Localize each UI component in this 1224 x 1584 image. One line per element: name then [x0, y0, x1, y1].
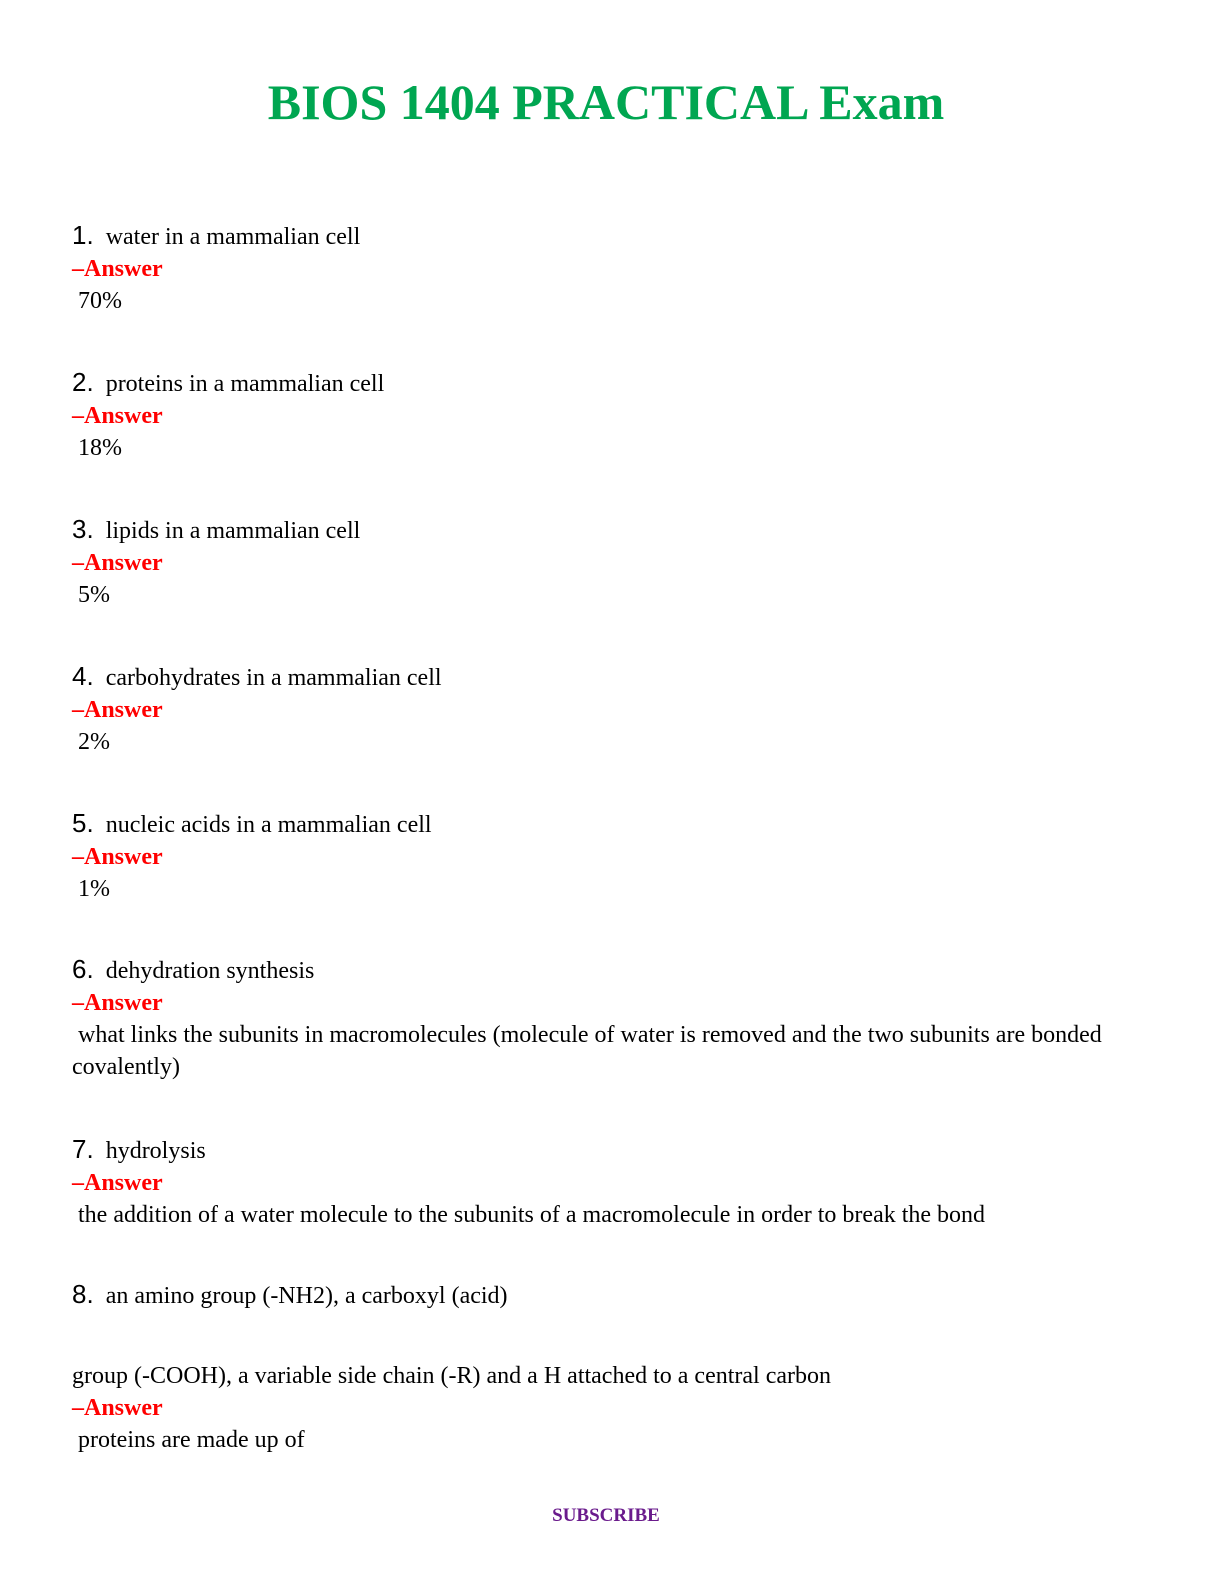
question-item: [72, 1133, 1152, 1231]
answer-label: –Answer: [72, 697, 163, 723]
question-number: 2.: [72, 367, 94, 397]
question-text: lipids in a mammalian cell: [105, 518, 361, 544]
question-line: [72, 953, 1152, 987]
question-text: nucleic acids in a mammalian cell: [105, 812, 432, 838]
question-line: [72, 1133, 1152, 1167]
question-number: 3.: [72, 514, 94, 544]
answer-text: 18%: [78, 435, 122, 461]
question-item: [72, 366, 1152, 464]
question-number: 1.: [72, 220, 94, 250]
question-item: [72, 1278, 1152, 1456]
question-line: [72, 1278, 1152, 1312]
answer-text: 2%: [78, 729, 110, 755]
question-continuation: group (-COOH), a variable side chain (-R) and a H attached to a central carbon: [72, 1363, 832, 1389]
answer-label: –Answer: [72, 844, 163, 870]
question-number: 5.: [72, 808, 94, 838]
answer-text: 5%: [78, 582, 110, 608]
question-item: [72, 953, 1152, 1083]
answer-text: what links the subunits in macromolecules (molecule of water is removed and the two subunits are bonded covalently): [72, 1022, 1102, 1080]
question-text: carbohydrates in a mammalian cell: [105, 665, 442, 691]
subscribe-link[interactable]: SUBSCRIBE: [552, 1505, 660, 1526]
question-number: 8.: [72, 1279, 94, 1309]
question-number: 6.: [72, 954, 94, 984]
question-line: [72, 807, 1152, 841]
answer-label: –Answer: [72, 990, 163, 1016]
question-line: [72, 513, 1152, 547]
question-line: [72, 219, 1152, 253]
question-number: 7.: [72, 1134, 94, 1164]
question-number: 4.: [72, 661, 94, 691]
answer-text: the addition of a water molecule to the subunits of a macromolecule in order to break the bond: [78, 1202, 986, 1228]
question-item: [72, 219, 1152, 317]
question-text: an amino group (-NH2), a carboxyl (acid): [105, 1283, 508, 1309]
answer-text: 1%: [78, 876, 110, 902]
document-title: BIOS 1404 PRACTICAL Exam: [267, 74, 945, 130]
question-text: hydrolysis: [105, 1138, 206, 1164]
question-text: dehydration synthesis: [105, 958, 315, 984]
question-item: [72, 660, 1152, 758]
question-text: water in a mammalian cell: [105, 224, 361, 250]
question-item: [72, 513, 1152, 611]
answer-label: –Answer: [72, 550, 163, 576]
answer-label: –Answer: [72, 403, 163, 429]
answer-label: –Answer: [72, 1170, 163, 1196]
question-line: [72, 660, 1152, 694]
question-item: [72, 807, 1152, 905]
answer-label: –Answer: [72, 1395, 163, 1421]
answer-text: 70%: [78, 288, 122, 314]
answer-text: proteins are made up of: [78, 1427, 305, 1453]
answer-label: –Answer: [72, 256, 163, 282]
question-line: [72, 366, 1152, 400]
question-text: proteins in a mammalian cell: [105, 371, 385, 397]
